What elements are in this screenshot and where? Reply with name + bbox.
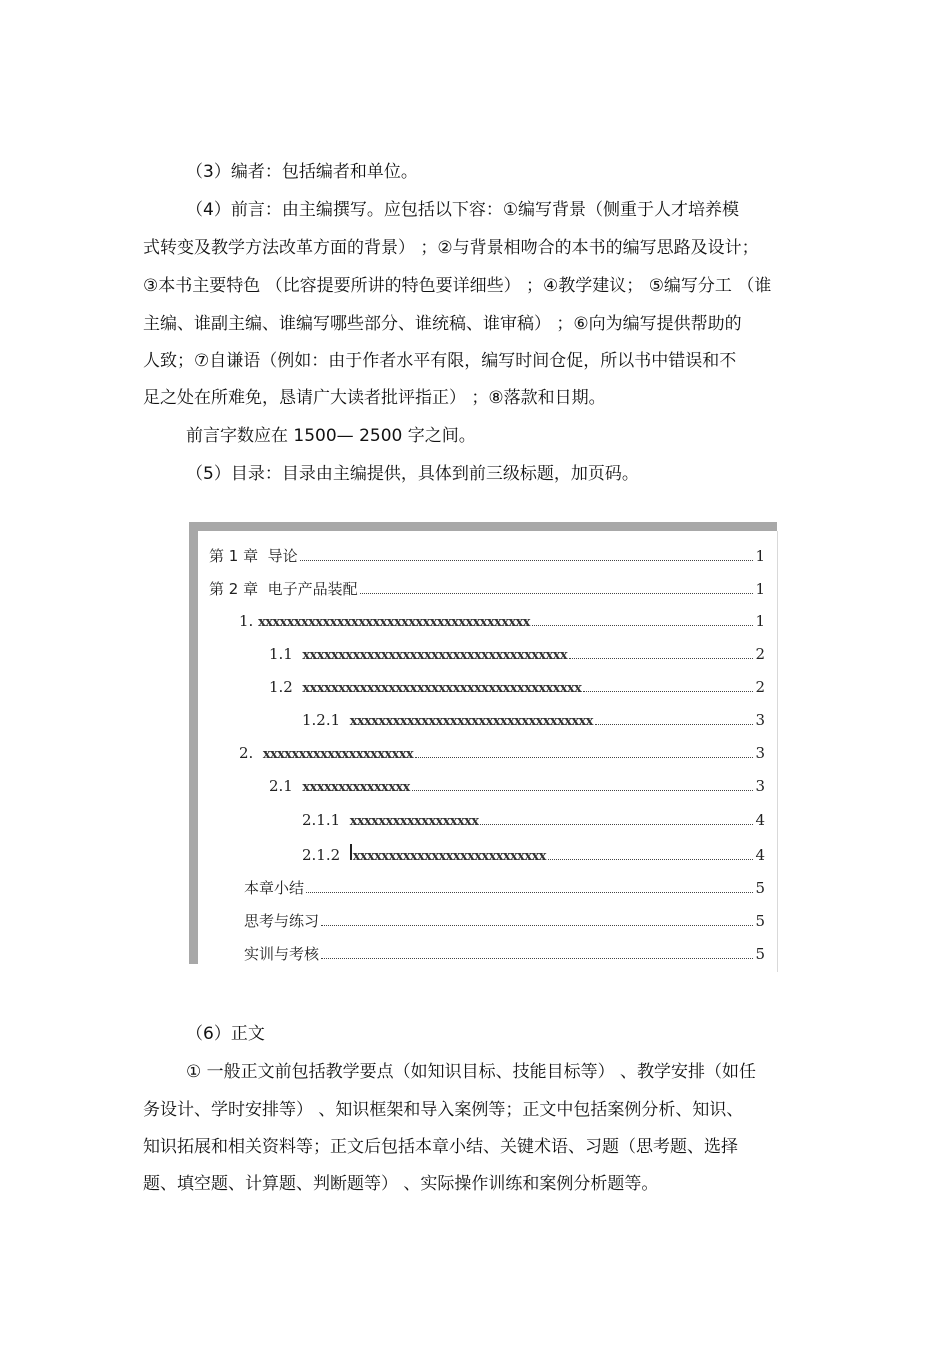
toc-entry-subsection-1-1 <box>269 645 765 667</box>
toc-entry-title: 电子产品装配 <box>267 580 358 598</box>
toc-entry-title: xxxxxxxxxxxxxxxxxxxxxxxxxxx <box>352 849 546 864</box>
paragraph-body-line-4: 题、填空题、计算题、判断题等） 、实际操作训练和案例分析题等。 <box>143 1174 659 1194</box>
toc-entry-page: 2 <box>755 645 765 663</box>
toc-entry-subsubsection-1-2-1 <box>302 711 765 733</box>
toc-entry-title: xxxxxxxxxxxxxxxxxxxxx <box>262 747 414 762</box>
paragraph-preface-wordcount: 前言字数应在 1500— 2500 字之间。 <box>186 426 476 446</box>
toc-entry-number: 2. <box>239 744 263 762</box>
toc-leader-dots <box>321 957 753 959</box>
toc-entry-title: 导论 <box>267 547 298 565</box>
paragraph-preface-line-3: ③本书主要特色 （比容提要所讲的特色要详细些） ；④教学建议； ⑤编写分工 （谁 <box>143 276 772 296</box>
toc-entry-page: 5 <box>755 945 765 963</box>
toc-entry-number: 1.2 <box>269 678 303 696</box>
toc-leader-dots <box>569 657 753 659</box>
toc-leader-dots <box>532 624 753 626</box>
paragraph-body-line-3: 知识拓展和相关资料等；正文后包括本章小结、关键术语、习题（思考题、选择 <box>143 1137 738 1157</box>
toc-entry-subsection-2-1 <box>269 777 765 799</box>
toc-entry-page: 3 <box>755 744 765 762</box>
toc-entry-number: 2.1.2 <box>302 846 350 864</box>
toc-leader-dots <box>583 690 753 692</box>
toc-entry-title: xxxxxxxxxxxxxxx <box>302 780 410 795</box>
toc-leader-dots <box>300 559 753 561</box>
paragraph-preface-line-2: 式转变及教学方法改革方面的背景） ；②与背景相吻合的本书的编写思路及设计； <box>143 238 759 258</box>
paragraph-preface-line-1: （4）前言：由主编撰写。应包括以下容：①编写背景（侧重于人才培养模 <box>186 200 740 220</box>
toc-frame-shadow-left <box>189 522 198 964</box>
toc-leader-dots <box>480 823 753 825</box>
toc-entry-chapter-2 <box>209 578 765 600</box>
toc-entry-page: 2 <box>755 678 765 696</box>
paragraph-body-heading: （6）正文 <box>186 1024 265 1044</box>
toc-frame-border-right <box>777 531 778 972</box>
toc-entry-number: 第 1 章 <box>209 547 268 565</box>
toc-entry-exercises <box>244 910 765 932</box>
toc-entry-title: xxxxxxxxxxxxxxxxxx <box>349 814 479 829</box>
toc-entry-page: 3 <box>755 711 765 729</box>
toc-entry-subsubsection-2-1-2 <box>302 844 765 866</box>
toc-entry-training <box>244 943 765 965</box>
paragraph-preface-line-5: 人致；⑦自谦语（例如：由于作者水平有限，编写时间仓促，所以书中错误和不 <box>143 351 737 371</box>
paragraph-editors: （3）编者：包括编者和单位。 <box>186 162 418 182</box>
toc-entry-section-1 <box>239 612 765 634</box>
paragraph-body-line-1: ① 一般正文前包括教学要点（如知识目标、技能目标等） 、教学安排（如任 <box>186 1062 757 1082</box>
toc-leader-dots <box>412 789 753 791</box>
toc-entry-title: 思考与练习 <box>244 912 320 930</box>
toc-leader-dots <box>548 858 753 860</box>
toc-entry-number: 1. <box>239 612 259 630</box>
paragraph-preface-line-6: 足之处在所难免，恳请广大读者批评指正） ；⑧落款和日期。 <box>143 388 606 408</box>
toc-entry-chapter-summary <box>244 877 765 899</box>
toc-entry-number: 2.1 <box>269 777 303 795</box>
toc-frame-shadow-top <box>189 522 777 531</box>
toc-entry-chapter-1 <box>209 545 765 567</box>
paragraph-body-line-2: 务设计、学时安排等） 、知识框架和导入案例等；正文中包括案例分析、知识、 <box>143 1100 744 1120</box>
toc-entry-page: 3 <box>755 777 765 795</box>
toc-entry-number: 1.2.1 <box>302 711 350 729</box>
toc-entry-subsection-1-2 <box>269 678 765 700</box>
toc-entry-page: 1 <box>755 580 765 598</box>
toc-leader-dots <box>595 723 753 725</box>
toc-entry-title: 本章小结 <box>244 879 305 897</box>
toc-sample-image <box>189 522 787 972</box>
toc-entry-title: xxxxxxxxxxxxxxxxxxxxxxxxxxxxxxxxxx <box>349 714 593 729</box>
toc-entry-subsubsection-2-1-1 <box>302 811 765 833</box>
toc-entry-title: xxxxxxxxxxxxxxxxxxxxxxxxxxxxxxxxxxxxx <box>302 648 567 663</box>
toc-leader-dots <box>415 756 753 758</box>
paragraph-toc-intro: （5）目录：目录由主编提供，具体到前三级标题，加页码。 <box>186 464 639 484</box>
paragraph-preface-line-4: 主编、谁副主编、谁编写哪些部分、谁统稿、谁审稿） ；⑥向为编写提供帮助的 <box>143 314 742 334</box>
toc-entry-title: xxxxxxxxxxxxxxxxxxxxxxxxxxxxxxxxxxxxxx <box>258 615 530 630</box>
toc-entry-page: 4 <box>755 811 765 829</box>
toc-entry-number: 2.1.1 <box>302 811 350 829</box>
toc-entry-section-2 <box>239 744 765 766</box>
toc-entry-title: 实训与考核 <box>244 945 320 963</box>
toc-entry-page: 1 <box>755 547 765 565</box>
toc-entry-page: 5 <box>755 879 765 897</box>
toc-entry-page: 1 <box>755 612 765 630</box>
toc-entry-page: 5 <box>755 912 765 930</box>
toc-entry-number: 第 2 章 <box>209 580 268 598</box>
toc-leader-dots <box>306 891 753 893</box>
toc-leader-dots <box>321 924 753 926</box>
toc-entry-title: xxxxxxxxxxxxxxxxxxxxxxxxxxxxxxxxxxxxxxx <box>302 681 582 696</box>
toc-entry-number: 1.1 <box>269 645 303 663</box>
toc-leader-dots <box>360 592 753 594</box>
toc-entry-page: 4 <box>755 846 765 864</box>
text-cursor <box>350 844 352 860</box>
